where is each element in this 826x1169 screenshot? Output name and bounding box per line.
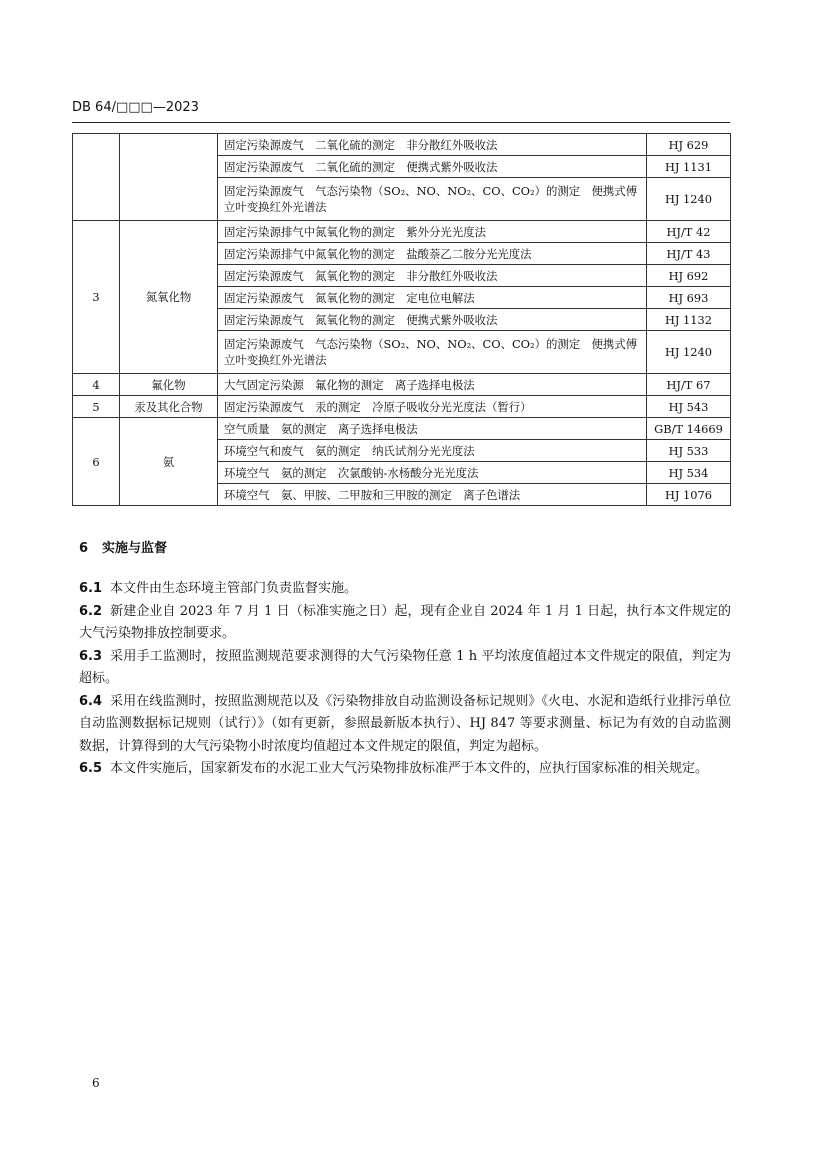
standard-number-cell: HJ 534	[647, 462, 731, 484]
item-number-cell: 3	[73, 221, 120, 374]
method-name-cell: 固定污染源废气 氮氧化物的测定 非分散红外吸收法	[218, 265, 647, 287]
section-number: 6	[79, 541, 89, 556]
clause-6-1	[79, 578, 731, 601]
clause-6-2	[79, 601, 731, 646]
standard-number-cell: HJ 543	[647, 396, 731, 418]
method-name-cell: 空气质量 氨的测定 离子选择电极法	[218, 418, 647, 440]
pollutant-name-cell: 氮氧化物	[120, 221, 218, 374]
page-number: 6	[92, 1076, 100, 1090]
table-row	[73, 221, 731, 243]
pollutant-name-cell: 氨	[120, 418, 218, 506]
clause-number: 6.2	[79, 603, 103, 619]
clause-text: 本文件由生态环境主管部门负责监督实施。	[110, 581, 358, 596]
method-name-cell: 环境空气 氨、甲胺、二甲胺和三甲胺的测定 离子色谱法	[218, 484, 647, 506]
header-divider	[72, 122, 730, 123]
document-code: DB 64/□□□—2023	[72, 100, 199, 115]
clause-number: 6.1	[79, 581, 103, 596]
clause-number: 6.5	[79, 761, 103, 776]
standard-number-cell: HJ/T 43	[647, 243, 731, 265]
clause-number: 6.3	[79, 648, 103, 664]
standard-number-cell: HJ 1132	[647, 309, 731, 331]
method-name-cell: 固定污染源排气中氮氧化物的测定 盐酸萘乙二胺分光光度法	[218, 243, 647, 265]
standard-number-cell: GB/T 14669	[647, 418, 731, 440]
clause-text: 本文件实施后，国家新发布的水泥工业大气污染物排放标准严于本文件的，应执行国家标准的相关规定。	[110, 761, 709, 776]
standard-number-cell: HJ 629	[647, 134, 731, 156]
item-number-cell: 4	[73, 374, 120, 396]
method-name-cell: 环境空气 氨的测定 次氯酸钠-水杨酸分光光度法	[218, 462, 647, 484]
item-number-cell: 6	[73, 418, 120, 506]
section-title: 实施与监督	[102, 541, 168, 556]
standard-number-cell: HJ 1240	[647, 178, 731, 221]
clause-text: 新建企业自 2023 年 7 月 1 日（标准实施之日）起，现有企业自 2024 年 1 月 1 日起，执行本文件规定的大气污染物排放控制要求。	[79, 603, 731, 641]
section-heading	[79, 537, 181, 556]
method-name-cell: 固定污染源废气 汞的测定 冷原子吸收分光光度法（暂行）	[218, 396, 647, 418]
standard-number-cell: HJ 1240	[647, 331, 731, 374]
table-row	[73, 134, 731, 156]
standard-number-cell: HJ 533	[647, 440, 731, 462]
standard-number-cell: HJ 1131	[647, 156, 731, 178]
item-number-cell: 5	[73, 396, 120, 418]
clause-6-4	[79, 691, 731, 759]
standard-number-cell: HJ 1076	[647, 484, 731, 506]
table-row	[73, 418, 731, 440]
method-name-cell: 固定污染源废气 氮氧化物的测定 定电位电解法	[218, 287, 647, 309]
clause-6-3	[79, 646, 731, 691]
method-name-cell: 环境空气和废气 氨的测定 纳氏试剂分光光度法	[218, 440, 647, 462]
method-name-cell: 大气固定污染源 氟化物的测定 离子选择电极法	[218, 374, 647, 396]
method-name-cell: 固定污染源废气 二氧化硫的测定 便携式紫外吸收法	[218, 156, 647, 178]
clause-text: 采用在线监测时，按照监测规范以及《污染物排放自动监测设备标记规则》《火电、水泥和造纸行业排污单位自动监测数据标记规则（试行）》（如有更新，参照最新版本执行）、HJ 847 等要求测量、标记为有效的自动监测数据，计算得到的大气污染物小时浓度均值超过本文件规定的限值，判定为超标。	[79, 693, 731, 754]
standard-number-cell: HJ/T 42	[647, 221, 731, 243]
clause-number: 6.4	[79, 693, 103, 709]
test-method-table	[72, 133, 731, 506]
section-body	[79, 578, 731, 781]
pollutant-name-cell: 氟化物	[120, 374, 218, 396]
pollutant-name-cell: 汞及其化合物	[120, 396, 218, 418]
item-number-cell	[73, 134, 120, 221]
method-name-cell: 固定污染源废气 二氧化硫的测定 非分散红外吸收法	[218, 134, 647, 156]
table-row	[73, 396, 731, 418]
method-name-cell: 固定污染源废气 气态污染物（SO₂、NO、NO₂、CO、CO₂）的测定 便携式傅立叶变换红外光谱法	[218, 331, 647, 374]
standard-number-cell: HJ 692	[647, 265, 731, 287]
clause-6-5	[79, 758, 731, 781]
pollutant-name-cell	[120, 134, 218, 221]
table-row	[73, 374, 731, 396]
clause-text: 采用手工监测时，按照监测规范要求测得的大气污染物任意 1 h 平均浓度值超过本文件规定的限值，判定为超标。	[79, 648, 731, 686]
method-name-cell: 固定污染源排气中氮氧化物的测定 紫外分光光度法	[218, 221, 647, 243]
standard-number-cell: HJ 693	[647, 287, 731, 309]
standard-number-cell: HJ/T 67	[647, 374, 731, 396]
method-name-cell: 固定污染源废气 氮氧化物的测定 便携式紫外吸收法	[218, 309, 647, 331]
method-name-cell: 固定污染源废气 气态污染物（SO₂、NO、NO₂、CO、CO₂）的测定 便携式傅立叶变换红外光谱法	[218, 178, 647, 221]
